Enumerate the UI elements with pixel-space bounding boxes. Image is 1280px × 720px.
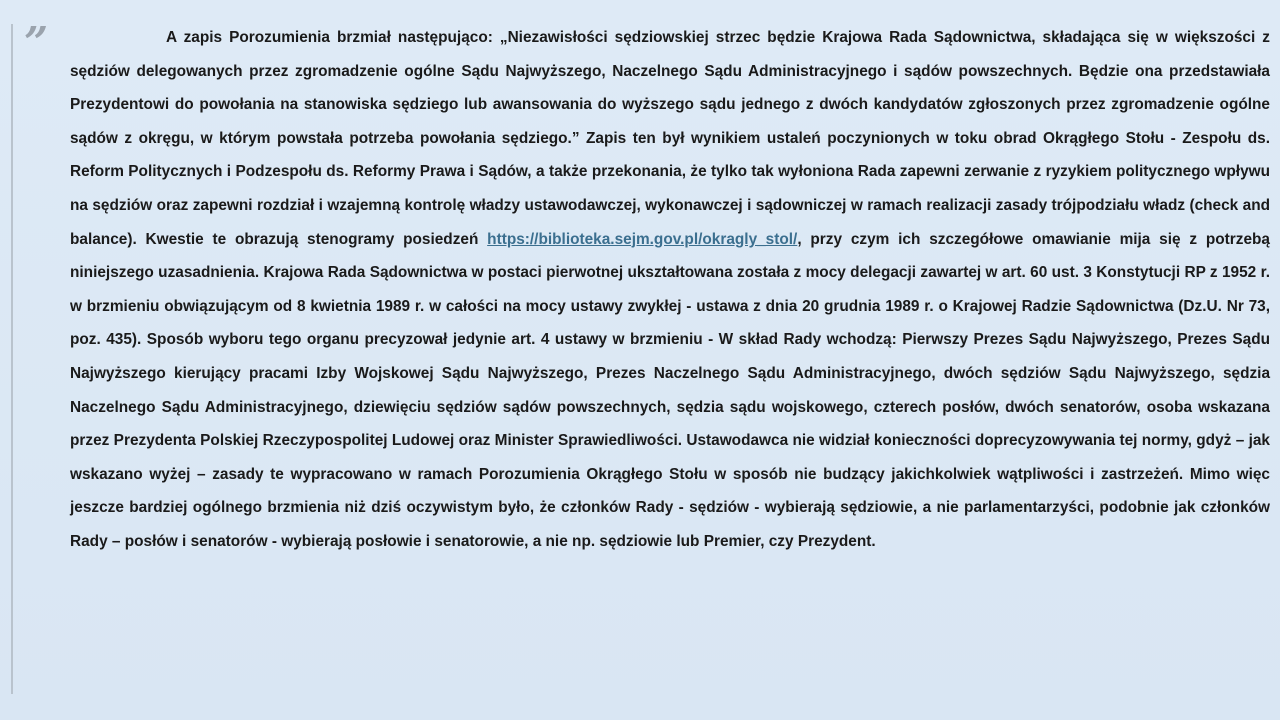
quote-text-part2: , przy czym ich szczegółowe omawianie mija się z potrzebą niniejszego uzasadnienia. Krajowa Rada Sądownictwa w postaci pierwotnej ukształtowana została z mocy delegacji zawartej w art. 60 ust. 3 Konstytucji RP z 1952 r. w brzmieniu obwiązującym od 8 kwietnia 1989 r. w całości na mocy ustawy zwykłej - ustawa z dnia 20 grudnia 1989 r. o Krajowej Radzie Sądownictwa (Dz.U. Nr 73, poz. 435). Sposób wyboru tego organu precyzował jedynie art. 4 ustawy w brzmieniu - W skład Rady wchodzą: Pierwszy Prezes Sądu Najwyższego, Prezes Sądu Najwyższego kierujący pracami Izby Wojskowej Sądu Najwyższego, Prezes Naczelnego Sądu Administracyjnego, dwóch sędziów Sądu Najwyższego, sędzia Naczelnego Sądu Administracyjnego, dziewięciu sędziów sądów powszechnych, sędzia sądu wojskowego, czterech posłów, dwóch senatorów, osoba wskazana przez Prezydenta Polskiej Rzeczypospolitej Ludowej oraz Minister Sprawiedliwości. Ustawodawca nie widział konieczności doprecyzowywania tej normy, gdyż – jak wskazano wyżej – zasady te wypracowano w ramach Porozumienia Okrągłego Stołu w sposób nie budzący jakichkolwiek wątpliwości i zastrzeżeń. Mimo więc jeszcze bardziej ogólnego brzmienia niż dziś oczywistym było, że członków Rady - sędziów - wybierają sędziowie, a nie parlamentarzyści, podobnie jak członków Rady – posłów i senatorów - wybierają posłowie i senatorowie, a nie np. sędziowie lub Premier, czy Prezydent. [70, 230, 1270, 550]
quote-text-part1: A zapis Porozumienia brzmiał następująco: „Niezawisłości sędziowskiej strzec będzie Krajowa Rada Sądownictwa, składająca się w większości z sędziów delegowanych przez zgromadzenie ogólne Sądu Najwyższego, Naczelnego Sądu Administracyjnego i sądów powszechnych. Będzie ona przedstawiała Prezydentowi do powołania na stanowiska sędziego lub awansowania do wyższego sądu jednego z dwóch kandydatów zgłoszonych przez zgromadzenie ogólne sądów z okręgu, w którym powstała potrzeba powołania sędziego.” Zapis ten był wynikiem ustaleń poczynionych w toku obrad Okrągłego Stołu - Zespołu ds. Reform Politycznych i Podzespołu ds. Reformy Prawa i Sądów, a także przekonania, że tylko tak wyłoniona Rada zapewni zerwanie z ryzykiem politycznego wpływu na sędziów oraz zapewni rozdział i wzajemną kontrolę władzy ustawodawczej, wykonawczej i sądowniczej w ramach realizacji zasady trójpodziału władz (check and balance). Kwestie te obrazują stenogramy posiedzeń [70, 29, 1270, 248]
okragly-stol-link[interactable]: https://biblioteka.sejm.gov.pl/okragly_stol/ [487, 230, 798, 248]
quote-mark-icon: ” [24, 18, 49, 67]
quote-left-rule [11, 24, 13, 694]
quote-paragraph [70, 21, 1270, 559]
